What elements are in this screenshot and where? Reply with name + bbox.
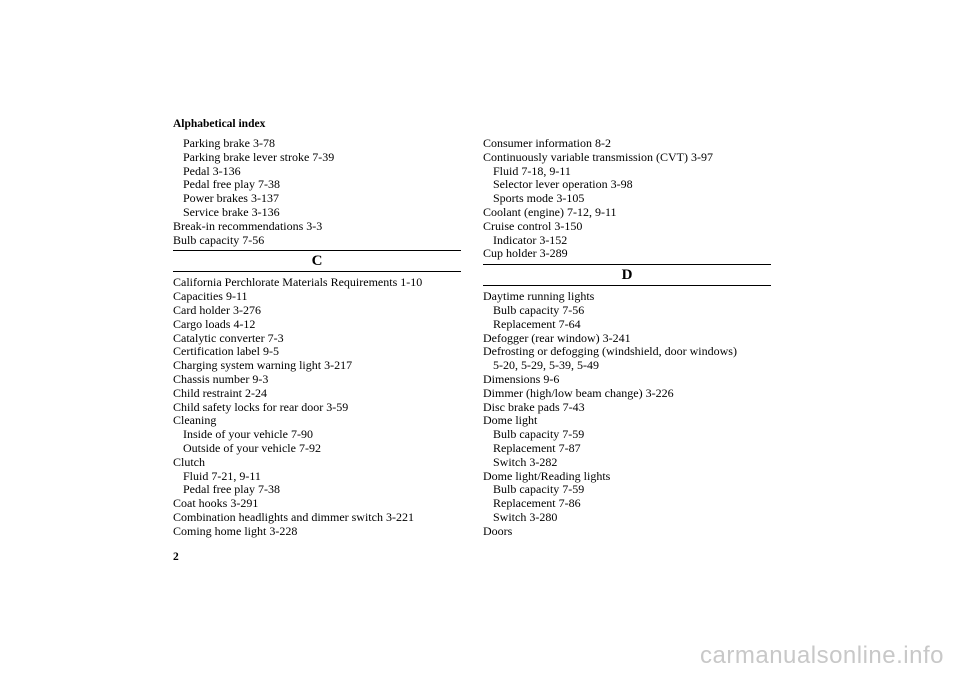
index-entry: California Perchlorate Materials Requirements 1-10	[173, 275, 423, 290]
index-subentry: Parking brake 3-78	[183, 136, 275, 150]
index-column-right	[483, 137, 771, 539]
index-entry: Capacities 9-11	[173, 289, 248, 304]
index-entry: Defrosting or defogging (windshield, door windows)	[483, 344, 737, 359]
index-entry: Cup holder 3-289	[483, 246, 568, 261]
index-subentry: Fluid 7-18, 9-11	[493, 163, 571, 178]
entry-list-top	[173, 137, 461, 247]
section-letter-d: D	[483, 264, 771, 286]
index-subentry: Switch 3-282	[493, 454, 558, 469]
index-entry: Combination headlights and dimmer switch 3-221	[173, 509, 414, 524]
index-subentry: Parking brake lever stroke 7-39	[183, 149, 335, 164]
index-entry: Dome light/Reading lights	[483, 468, 611, 483]
index-entry: Charging system warning light 3-217	[173, 358, 353, 373]
index-entry: Dimmer (high/low beam change) 3-226	[483, 385, 674, 400]
index-entry: Disc brake pads 7-43	[483, 399, 585, 414]
index-subentry: Indicator 3-152	[493, 232, 568, 247]
index-subentry: Pedal free play 7-38	[183, 482, 280, 497]
index-subentry: Replacement 7-64	[493, 316, 581, 331]
watermark: carmanualsonline.info	[700, 642, 944, 669]
index-subentry: 5-20, 5-29, 5-39, 5-49	[493, 358, 599, 373]
index-entry: Dimensions 9-6	[483, 371, 560, 386]
index-subentry: Inside of your vehicle 7-90	[183, 427, 313, 442]
index-entry: Consumer information 8-2	[483, 136, 611, 150]
index-entry: Certification label 9-5	[173, 344, 279, 359]
index-entry: Cleaning	[173, 413, 217, 428]
index-subentry: Bulb capacity 7-59	[493, 427, 585, 442]
index-subentry: Power brakes 3-137	[183, 191, 279, 206]
index-subentry: Fluid 7-21, 9-11	[183, 468, 261, 483]
index-entry: Break-in recommendations 3-3	[173, 218, 323, 233]
index-subentry: Bulb capacity 7-59	[493, 482, 585, 497]
index-entry: Defogger (rear window) 3-241	[483, 330, 631, 345]
index-subentry: Pedal 3-136	[183, 163, 241, 178]
index-column-left	[173, 137, 461, 539]
entry-list-top	[483, 137, 771, 261]
index-entry: Child safety locks for rear door 3-59	[173, 399, 349, 414]
index-entry: Coolant (engine) 7-12, 9-11	[483, 204, 617, 219]
index-entry: Catalytic converter 7-3	[173, 330, 284, 345]
index-subentry: Replacement 7-87	[493, 440, 581, 455]
entry-list-bottom	[173, 276, 461, 538]
index-entry: Doors	[483, 523, 513, 538]
index-subentry: Replacement 7-86	[493, 496, 581, 511]
index-subentry: Switch 3-280	[493, 509, 558, 524]
index-entry: Coming home light 3-228	[173, 523, 298, 538]
entry-list-bottom	[483, 290, 771, 538]
index-entry: Dome light	[483, 413, 538, 428]
index-entry: Card holder 3-276	[173, 302, 261, 317]
index-subentry: Sports mode 3-105	[493, 191, 585, 206]
index-subentry: Pedal free play 7-38	[183, 177, 280, 192]
index-subentry: Selector lever operation 3-98	[493, 177, 633, 192]
index-entry: Clutch	[173, 454, 205, 469]
page-header: Alphabetical index	[173, 118, 266, 130]
page-number: 2	[173, 551, 179, 563]
index-entry: Coat hooks 3-291	[173, 496, 259, 511]
index-subentry: Service brake 3-136	[183, 204, 280, 219]
index-subentry: Bulb capacity 7-56	[493, 302, 585, 317]
section-letter-c: C	[173, 250, 461, 272]
index-subentry: Outside of your vehicle 7-92	[183, 440, 321, 455]
index-entry: Cargo loads 4-12	[173, 316, 256, 331]
index-entry: Bulb capacity 7-56	[173, 232, 265, 247]
index-entry: Continuously variable transmission (CVT) 3-97	[483, 149, 713, 164]
index-entry: Cruise control 3-150	[483, 218, 583, 233]
index-entry: Child restraint 2-24	[173, 385, 267, 400]
index-entry: Chassis number 9-3	[173, 371, 269, 386]
index-entry: Daytime running lights	[483, 289, 595, 304]
